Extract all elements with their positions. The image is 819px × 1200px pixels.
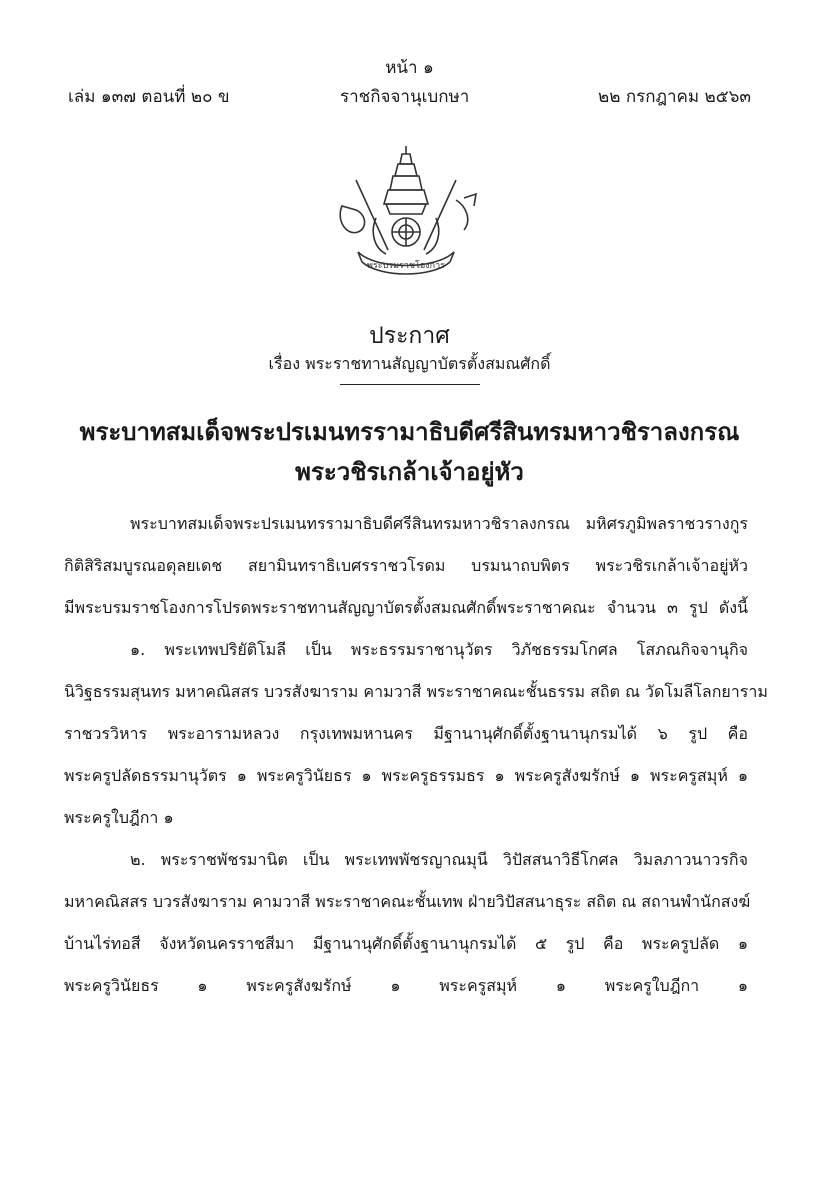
king-name-line-2: พระวชิรเกล้าเจ้าอยู่หัว	[295, 457, 524, 486]
item-1-line: ๑. พระเทพปริยัติโมลี เป็น พระธรรมราชานุวัตร วิภัชธรรมโกศล โสภณกิจจานุกิจ	[130, 640, 748, 659]
king-name-line-1: พระบาทสมเด็จพระปรเมนทรรามาธิบดีศรีสินทรมหาวชิราลงกรณ	[79, 417, 740, 446]
item-1-line: พระครูใบฎีกา ๑	[64, 808, 174, 827]
item-2-line: พระครูวินัยธร ๑ พระครูสังฆรักษ์ ๑ พระครูสมุห์ ๑ พระครูใบฎีกา ๑	[64, 976, 748, 995]
item-1-line: พระครูปลัดธรรมานุวัตร ๑ พระครูวินัยธร ๑ พระครูธรรมธร ๑ พระครูสังฆรักษ์ ๑ พระครูสมุห์ ๑	[64, 766, 748, 785]
page-number: หน้า ๑	[385, 58, 434, 78]
title-divider	[340, 384, 480, 385]
body-line: พระบาทสมเด็จพระปรเมนทรรามาธิบดีศรีสินทรมหาวชิราลงกรณ มหิศรภูมิพลราชวรางกูร	[130, 514, 748, 533]
item-2-line: ๒. พระราชพัชรมานิต เป็น พระเทพพัชรญาณมุนี วิปัสสนาวิธีโกศล วิมลภาวนาวรกิจ	[130, 850, 748, 869]
publication-date: ๒๒ กรกฎาคม ๒๕๖๓	[598, 87, 751, 107]
royal-emblem-icon	[316, 140, 496, 280]
item-1-line: นิวิฐธรรมสุนทร มหาคณิสสร บวรสังฆาราม คามวาสี พระราชาคณะชั้นธรรม สถิต ณ วัดโมลีโลกยาราม	[64, 682, 768, 701]
announcement-title: ประกาศ	[369, 323, 450, 349]
item-1-line: ราชวรวิหาร พระอารามหลวง กรุงเทพมหานคร มีฐานานุศักดิ์ตั้งฐานานุกรมได้ ๖ รูป คือ	[64, 724, 748, 743]
item-2-line: บ้านไร่ทอสี จังหวัดนครราชสีมา มีฐานานุศักดิ์ตั้งฐานานุกรมได้ ๕ รูป คือ พระครูปลัด ๑	[64, 934, 748, 953]
gazette-name: ราชกิจจานุเบกษา	[340, 87, 470, 107]
volume-issue: เล่ม ๑๓๗ ตอนที่ ๒๐ ข	[68, 87, 230, 107]
emblem-inscription: พระบรมราชโองการ	[366, 261, 446, 271]
item-2-line: มหาคณิสสร บวรสังฆาราม คามวาสี พระราชาคณะชั้นเทพ ฝ่ายวิปัสสนาธุระ สถิต ณ สถานพำนักสงฆ์	[64, 892, 751, 911]
body-line: มีพระบรมราชโองการโปรดพระราชทานสัญญาบัตรตั้งสมณศักดิ์พระราชาคณะ จำนวน ๓ รูป ดังนี้	[64, 598, 748, 617]
body-line: กิติสิริสมบูรณอดุลยเดช สยามินทราธิเบศรราชวโรดม บรมนาถบพิตร พระวชิรเกล้าเจ้าอยู่หัว	[64, 556, 748, 575]
announcement-subject: เรื่อง พระราชทานสัญญาบัตรตั้งสมณศักดิ์	[268, 354, 551, 373]
